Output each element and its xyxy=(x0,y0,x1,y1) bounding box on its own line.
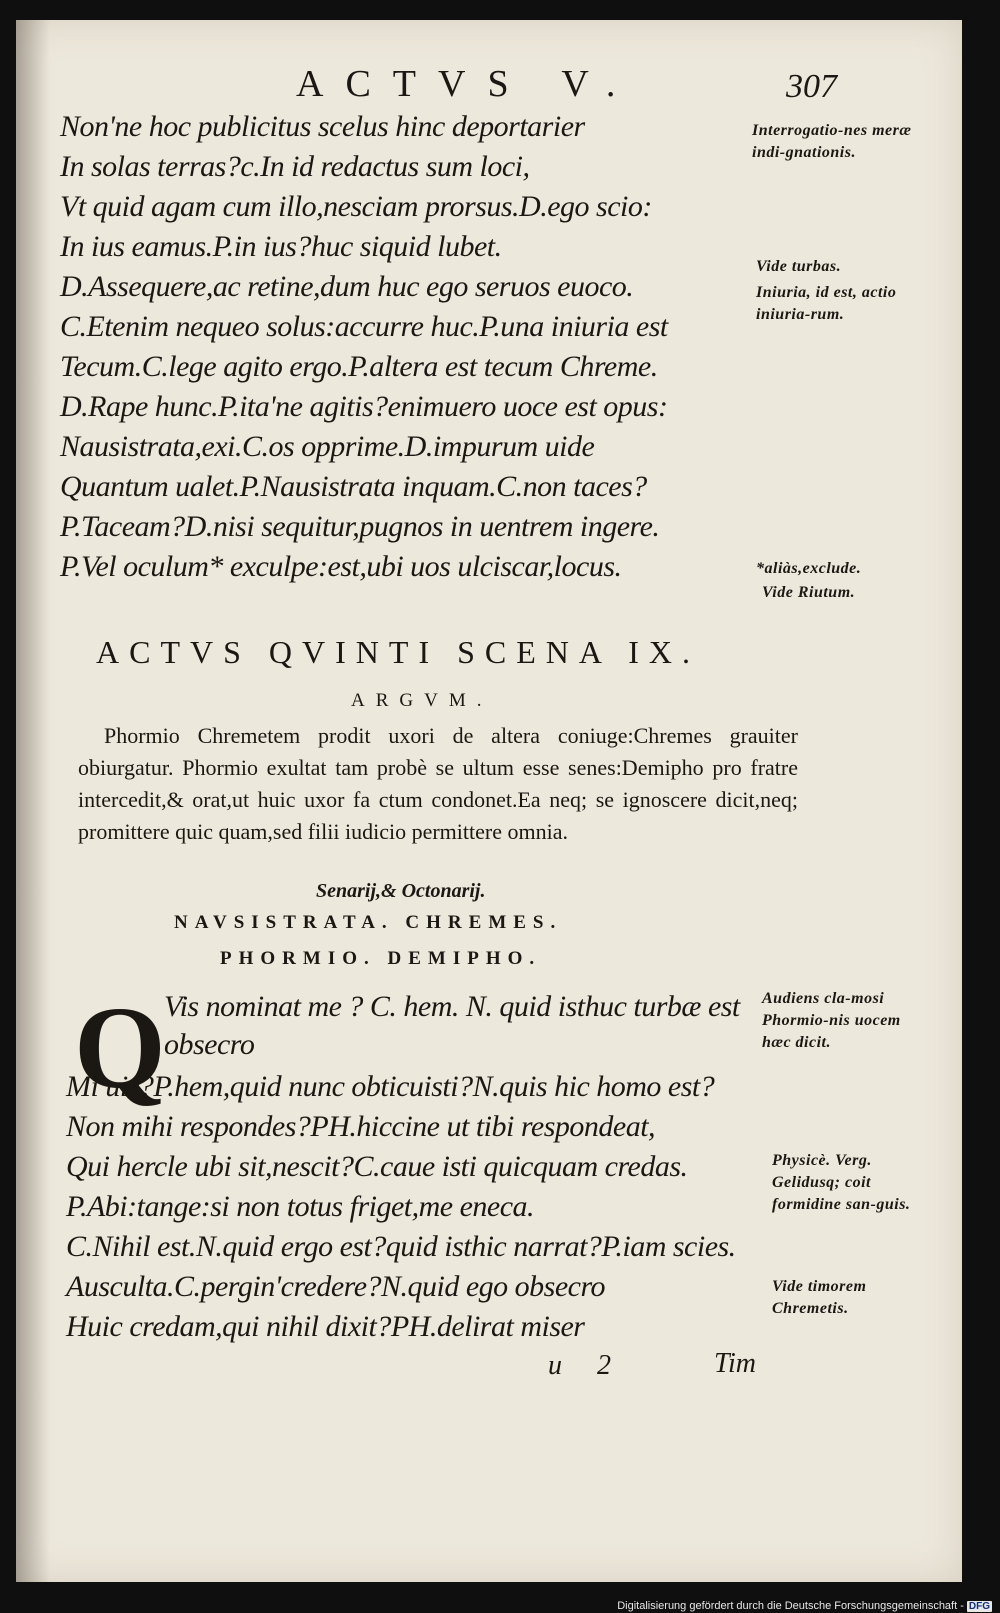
verse-line: Tecum.C.lege agito ergo.P.altera est tecum Chreme. xyxy=(60,350,658,383)
margin-note: Interrogatio-nes meræ indi-gnationis. xyxy=(752,122,912,161)
running-head: ACTVS V. xyxy=(296,63,638,105)
margin-note: Vide Riutum. xyxy=(762,584,856,601)
page-number: 307 xyxy=(786,68,837,105)
verse-line: Vt quid agam cum illo,nesciam prorsus.D.ego scio: xyxy=(60,190,652,223)
scene-title: ACTVS QVINTI SCENA IX. xyxy=(96,634,700,670)
verse-line: In solas terras?c.In id redactus sum loci, xyxy=(60,150,530,183)
meter-note: Senarij,& Octonarij. xyxy=(316,880,486,902)
verse-line: obsecro xyxy=(164,1028,255,1061)
dfg-logo-icon: DFG xyxy=(968,1600,990,1612)
footer-credit xyxy=(617,1600,992,1612)
verse-line: P.Vel oculum* exculpe:est,ubi uos ulciscar,locus. xyxy=(60,550,622,583)
verse-line: Vis nominat me ? C. hem. N. quid isthuc turbæ est xyxy=(164,990,740,1023)
catchword: Tim xyxy=(714,1348,757,1379)
margin-note: Audiens cla-mosi Phormio-nis uocem hæc dicit. xyxy=(762,990,901,1051)
verse-line: P.Abi:tange:si non totus friget,me eneca. xyxy=(66,1190,535,1223)
margin-note: Iniuria, id est, actio iniuria-rum. xyxy=(756,284,897,323)
signature-mark: u 2 xyxy=(548,1350,625,1381)
verse-line: D.Assequere,ac retine,dum huc ego seruos euoco. xyxy=(60,270,634,303)
argument-heading: ARGVM. xyxy=(351,690,493,711)
margin-note: Vide turbas. xyxy=(756,258,842,275)
verse-line: D.Rape hunc.P.ita'ne agitis?enimuero uoce est opus: xyxy=(60,390,668,423)
verse-line: C.Etenim nequeo solus:accurre huc.P.una iniuria est xyxy=(60,310,668,343)
verse-line: Ausculta.C.pergin'credere?N.quid ego obsecro xyxy=(66,1270,606,1303)
drop-cap: Q xyxy=(74,982,166,1113)
footer-text: Digitalisierung gefördert durch die Deutsche Forschungsgemeinschaft - xyxy=(617,1600,964,1612)
verse-line: Mi uir?P.hem,quid nunc obticuisti?N.quis hic homo est? xyxy=(66,1070,715,1103)
verse-line: In ius eamus.P.in ius?huc siquid lubet. xyxy=(60,230,502,263)
book-page xyxy=(16,20,962,1582)
persons-line: PHORMIO. DEMIPHO. xyxy=(220,948,542,969)
persons-line: NAVSISTRATA. CHREMES. xyxy=(174,912,563,933)
margin-note: Physicè. Verg. Gelidusq; coit formidine san-guis. xyxy=(772,1152,911,1213)
verse-line: Nausistrata,exi.C.os opprime.D.impurum uide xyxy=(60,430,595,463)
margin-note: Vide timorem Chremetis. xyxy=(772,1278,867,1317)
margin-note: *aliàs,exclude. xyxy=(756,560,862,577)
verse-line: Non'ne hoc publicitus scelus hinc deportarier xyxy=(60,110,585,143)
argument-text: Phormio Chremetem prodit uxori de altera coniuge:Chremes grauiter obiurgatur. Phormio exultat tam probè se ultum esse senes:Demipho pro fratre intercedit,& orat,ut huic uxor fa ctum condonet.Ea neq; se ignoscere dicit,neq; promittere quic quam,sed filii iudicio permittere omnia. xyxy=(78,723,798,844)
verse-line: C.Nihil est.N.quid ergo est?quid isthic narrat?P.iam scies. xyxy=(66,1230,736,1263)
verse-line: P.Taceam?D.nisi sequitur,pugnos in uentrem ingere. xyxy=(60,510,660,543)
verse-line: Huic credam,qui nihil dixit?PH.delirat miser xyxy=(66,1310,585,1343)
verse-line: Quantum ualet.P.Nausistrata inquam.C.non taces? xyxy=(60,470,647,503)
verse-line: Qui hercle ubi sit,nescit?C.caue isti quicquam credas. xyxy=(66,1150,688,1183)
verse-line: Non mihi respondes?PH.hiccine ut tibi respondeat, xyxy=(66,1110,656,1143)
